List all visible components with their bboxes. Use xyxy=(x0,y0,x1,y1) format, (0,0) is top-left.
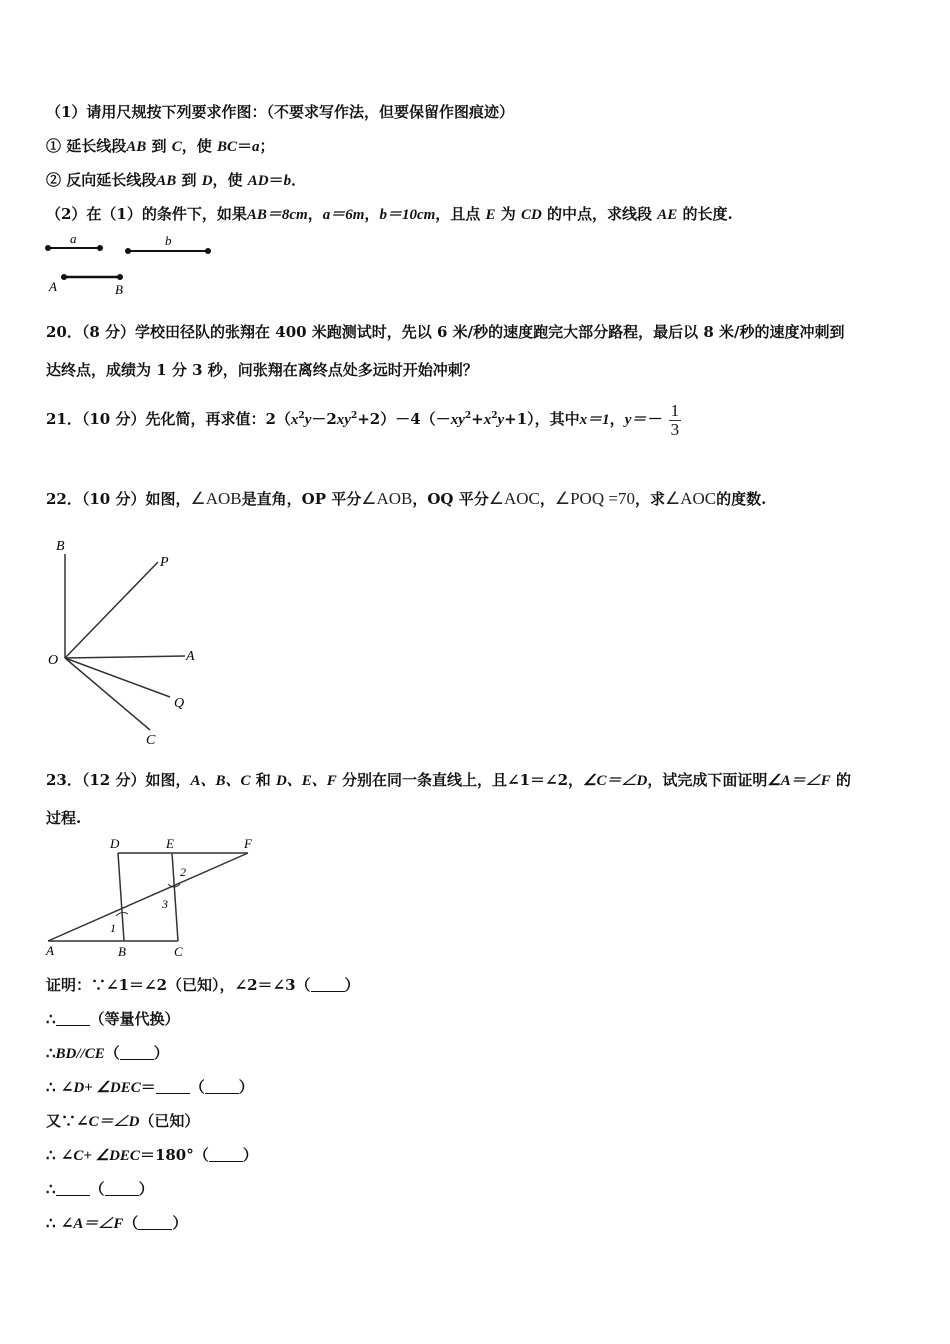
segment-b-start-dot xyxy=(125,248,131,254)
ray-op xyxy=(65,562,158,658)
fraction-one-third: $\frac{1}{3}$ xyxy=(670,400,680,439)
line-af xyxy=(48,853,248,941)
q21-question: 21．（10 分）先化简，再求值：$2(x^2y-2xy^2+2)-4(-xy^2+x^2y+1)$，其中x＝1，y＝－ $\frac{1}{3}$ xyxy=(46,400,680,439)
blank-7a[interactable] xyxy=(56,1181,90,1196)
label-a: a xyxy=(70,231,77,246)
q23-line1: 23．（12 分）如图，A、B、C 和 D、E、F 分别在同一条直线上，且∠1＝∠2，∠C＝∠D，试完成下面证明∠A＝∠F 的 xyxy=(46,771,852,789)
blank-7b[interactable] xyxy=(105,1181,139,1196)
label-c: C xyxy=(146,733,156,748)
blank-3[interactable] xyxy=(120,1045,154,1060)
blank-1[interactable] xyxy=(311,977,345,992)
line-db xyxy=(118,853,124,941)
label-point-a: A xyxy=(49,279,57,294)
segment-a-start-dot xyxy=(45,245,51,251)
segment-a-end-dot xyxy=(97,245,103,251)
parallel-lines-figure xyxy=(40,834,270,964)
proof-line8: ∴ ∠A＝∠F（ ） xyxy=(46,1214,188,1232)
label-f: F xyxy=(244,836,252,851)
label-a: A xyxy=(46,943,54,958)
line-ec xyxy=(172,853,178,941)
label-b: B xyxy=(56,539,65,554)
proof-line6: ∴ ∠C+ ∠DEC＝180°（ ） xyxy=(46,1146,258,1164)
label-q: Q xyxy=(174,696,185,711)
part1-step1: ① 延长线段AB 到 C，使 BC＝a； xyxy=(46,137,275,155)
blank-4b[interactable] xyxy=(205,1079,239,1094)
proof-line5: 又∵∠C＝∠D（已知） xyxy=(46,1112,200,1130)
proof-line7: ∴ （ ） xyxy=(46,1180,154,1198)
part1-step2: ② 反向延长线段AB 到 D，使 AD＝b． xyxy=(46,171,307,189)
label-point-b: B xyxy=(115,282,123,297)
proof-line2: ∴ （等量代换） xyxy=(46,1010,180,1028)
proof-line4: ∴ ∠D+ ∠DEC＝ （ ） xyxy=(46,1078,254,1096)
ray-oq xyxy=(65,658,170,697)
point-b-dot xyxy=(117,274,123,280)
label-c: C xyxy=(174,944,183,959)
ray-oa xyxy=(65,656,185,658)
segment-b-end-dot xyxy=(205,248,211,254)
label-b: b xyxy=(165,233,172,248)
segment-figure xyxy=(40,230,230,300)
blank-6[interactable] xyxy=(209,1147,243,1162)
label-e: E xyxy=(166,836,174,851)
label-a: A xyxy=(186,649,195,664)
proof-line3: ∴BD//CE（ ） xyxy=(46,1044,169,1062)
label-p: P xyxy=(160,555,169,570)
label-angle-2: 2 xyxy=(180,865,186,879)
label-o: O xyxy=(48,653,59,668)
blank-2[interactable] xyxy=(56,1011,90,1026)
label-angle-3: 3 xyxy=(162,897,168,911)
ray-oc xyxy=(65,658,150,730)
label-angle-1: 1 xyxy=(110,921,116,935)
q20-line1: 20．（8 分）学校田径队的张翔在 400 米跑测试时，先以 6 米/秒的速度跑完大部分路程，最后以 8 米/秒的速度冲刺到 xyxy=(46,323,845,341)
q20-line2: 达终点，成绩为 1 分 3 秒，问张翔在离终点处多远时开始冲刺？ xyxy=(46,361,478,379)
label-d: D xyxy=(110,836,120,851)
part1-title: （1）请用尺规按下列要求作图：（不要求写作法，但要保留作图痕迹） xyxy=(46,103,514,121)
proof-line1: 证明：∵∠1＝∠2（已知），∠2＝∠3（ ） xyxy=(46,976,360,994)
label-b: B xyxy=(118,944,126,959)
q22-question: 22．（10 分）如图，∠AOB是直角，OP 平分∠AOB，OQ 平分∠AOC，∠POQ =70，求∠AOC的度数. xyxy=(46,489,767,508)
blank-4a[interactable] xyxy=(156,1079,190,1094)
blank-8[interactable] xyxy=(138,1215,172,1230)
point-a-dot xyxy=(61,274,67,280)
part2-question: （2）在（1）的条件下，如果AB＝8cm，a＝6m，b＝10cm，且点 E 为 CD 的中点，求线段 AE 的长度. xyxy=(46,205,733,223)
angle-figure xyxy=(40,532,220,752)
q23-line2: 过程. xyxy=(46,809,82,827)
